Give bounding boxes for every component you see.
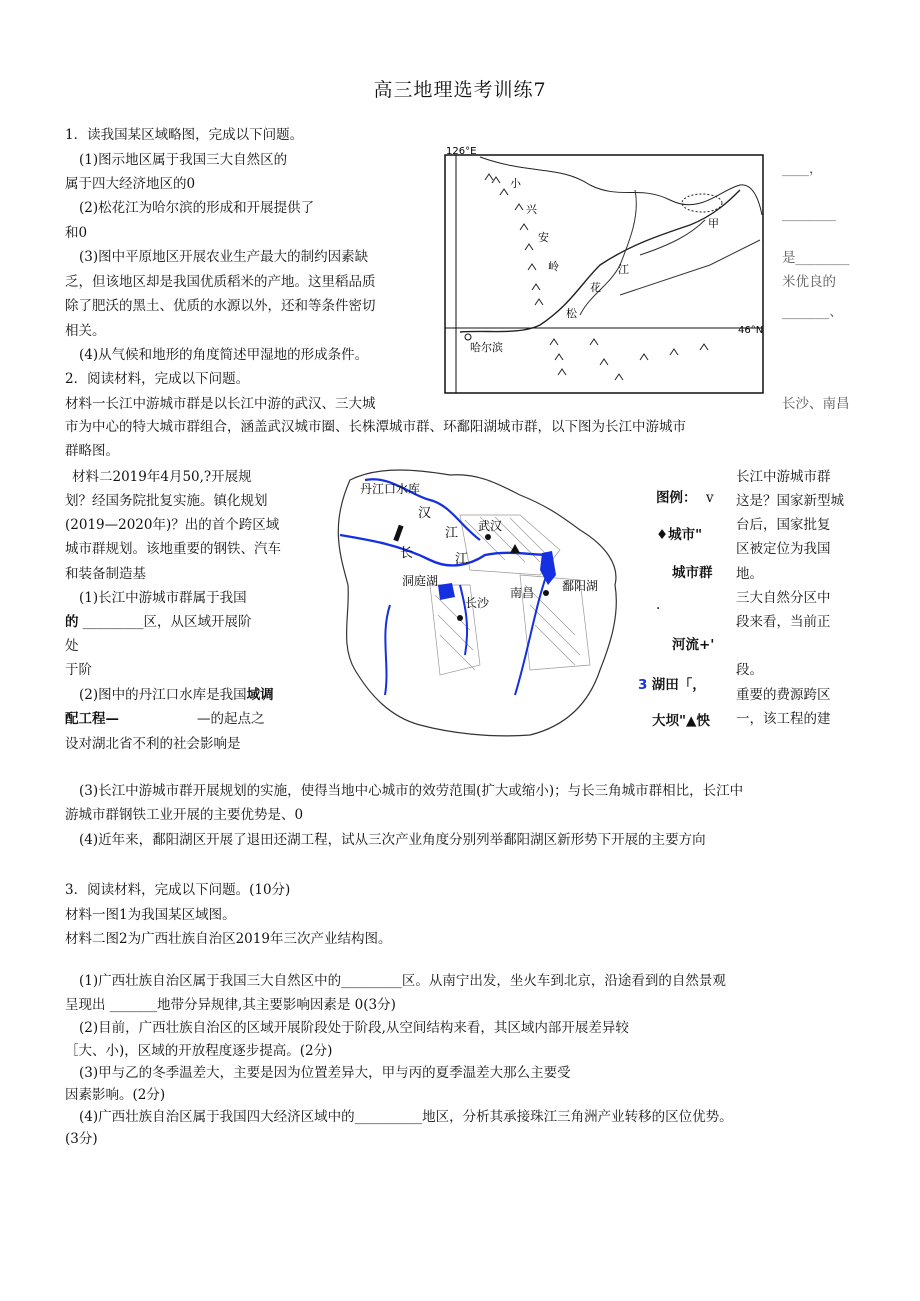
q2-right-6: 三大自然分区中 xyxy=(736,590,831,606)
map2-label-han: 汉 xyxy=(418,506,432,521)
q2-right-8: 段。 xyxy=(736,662,763,678)
heilongjiang-map xyxy=(440,145,770,397)
q2-material2-line3: (2019—2020年)？出的首个跨区域 xyxy=(65,517,280,533)
q3-part4-line1: (4)广西壮族自治区属于我国四大经济区域中的__________地区，分析其承接珠江三角洲产业转移的区位优势。 xyxy=(79,1109,733,1125)
q2-right-1: 长江中游城市群 xyxy=(736,469,831,485)
q2-material1-line1: 材料一长江中游城市群是以长江中游的武汉、三大城 xyxy=(65,396,376,412)
map2-dongting-lake xyxy=(438,583,455,600)
map1-range-ling: 岭 xyxy=(548,260,559,273)
q1-part4: (4)从气候和地形的角度简述甲湿地的形成条件。 xyxy=(79,347,369,363)
legend-num: 3 xyxy=(638,677,648,693)
legend-dam: 大坝"▲怏 xyxy=(652,713,710,729)
q2-part1-blank: _________区，从区域开展阶 xyxy=(82,614,252,630)
q2-part2-a: (2)图中的丹江口水库是我国 xyxy=(79,687,247,703)
q1-part2: (2)松花江为哈尔滨的形成和开展提供了 xyxy=(79,200,315,216)
map1-range-xing: 兴 xyxy=(526,203,537,216)
q3-material1: 材料一图1为我国某区域图。 xyxy=(65,907,236,923)
q1-side-blank-1: ____， xyxy=(782,161,823,177)
q1-part2-cont: 和0 xyxy=(65,225,88,241)
map2-label-changsha: 长沙 xyxy=(465,596,490,610)
yangtze-midstream-map xyxy=(320,455,648,740)
q3-part1-line1: (1)广西壮族自治区属于我国三大自然区中的_________区。从南宁出发，坐火车到北京，沿途看到的自然景观 xyxy=(79,973,726,989)
map2-label-nanchang: 南昌 xyxy=(510,586,535,600)
q2-right-10: 一，该工程的建 xyxy=(736,711,831,727)
q2-material1-line2: 市为中心的特大城市群组合，涵盖武汉城市圈、长株潭城市群、环鄱阳湖城市群，以下图为长江中游城市 xyxy=(65,419,686,435)
map2-label-jiang1: 江 xyxy=(445,526,459,541)
map1-river-hua: 花 xyxy=(590,281,601,294)
map1-river-song: 松 xyxy=(566,307,577,320)
q3-part3-line1: (3)甲与乙的冬季温差大，主要是因为位置差异大，甲与丙的夏季温差大那么主要受 xyxy=(79,1065,571,1081)
map1-range-xiao: 小 xyxy=(510,177,521,190)
legend-city: ♦城市" xyxy=(656,527,703,543)
q2-right-2: 这是？国家新型城 xyxy=(736,493,844,509)
map2-label-danjiang: 丹江口水库 xyxy=(360,482,421,496)
q3-part4-line2: (3分) xyxy=(65,1131,98,1147)
map1-label-jia: 甲 xyxy=(708,217,719,230)
q2-part1-de: 的 xyxy=(65,614,79,630)
q2-part4: (4)近年来，鄱阳湖区开展了退田还湖工程，试从三次产业角度分别列举鄱阳湖区新形势下开展的主要方向 xyxy=(79,832,706,848)
q2-material2-line1: 材料二2019年4月50,?开展规 xyxy=(72,469,252,485)
q2-part1-chu: 处 xyxy=(65,638,79,654)
q1-side-blank-2: ________ xyxy=(782,206,836,222)
map1-border xyxy=(480,157,762,215)
q3-material2: 材料二图2为广西壮族自治区2019年三次产业结构图。 xyxy=(65,931,392,947)
q2-part3-line1: (3)长江中游城市群开展规划的实施，使得当地中心城市的效劳范围(扩大或缩小)；与长三角城市群相比，长江中 xyxy=(79,783,744,799)
q1-part3-line2: 乏，但该地区却是我国优质稻米的产地。这里稻品质 xyxy=(65,274,376,290)
legend-lake: 湖田「， xyxy=(651,677,706,693)
q2-side-text: 长沙、南昌 xyxy=(782,396,850,412)
map1-range-an: 安 xyxy=(538,231,549,244)
q3-part3-line2: 因素影响。(2分) xyxy=(65,1087,166,1103)
legend-river: 河流+' xyxy=(672,637,715,653)
map2-nanchang-marker xyxy=(543,590,549,596)
map1-songhua-river xyxy=(460,190,740,332)
q3-part2-line2: ［大、小)，区域的开放程度逐步提高。(2分) xyxy=(65,1043,333,1059)
map2-label-chang: 长 xyxy=(400,546,414,561)
map1-harbin-marker xyxy=(465,334,471,340)
map2-changsha-marker xyxy=(457,615,463,621)
legend-citygroup: 城市群 xyxy=(672,565,713,581)
q2-part2-d: —的起点之 xyxy=(197,711,265,727)
q2-right-3: 台后，国家批复 xyxy=(736,517,831,533)
q2-material2-line4: 城市群规划。该地重要的钢铁、汽车 xyxy=(65,541,281,557)
q1-side-text: 米优良的 xyxy=(782,274,836,290)
q1-part3-line3: 除了肥沃的黑土、优质的水源以外，还和等条件密切 xyxy=(65,298,376,314)
legend-dot: . xyxy=(656,597,661,613)
map1-tributary-2 xyxy=(640,220,705,255)
q1-part3: (3)图中平原地区开展农业生产最大的制约因素缺 xyxy=(79,249,369,265)
map2-label-poyang: 鄱阳湖 xyxy=(562,579,599,593)
map2-label-dongting: 洞庭湖 xyxy=(402,574,439,588)
q3-intro: 3．阅读材料，完成以下问题。(10分) xyxy=(65,882,291,898)
q2-part2-c: 配工程— xyxy=(65,711,119,727)
q1-part3-line4: 相关。 xyxy=(65,323,106,339)
q1-side-blank-3: 是________ xyxy=(782,250,850,266)
legend-v: v xyxy=(706,490,714,506)
q3-part2-line1: (2)目前，广西壮族自治区的区域开展阶段处于阶段,从空间结构来看，其区域内部开展差异较 xyxy=(79,1020,629,1036)
page-title: 高三地理选考训练7 xyxy=(373,79,547,101)
map1-tributary-3 xyxy=(620,240,760,295)
q2-part1: (1)长江中游城市群属于我国 xyxy=(79,590,247,606)
map1-tributary-1 xyxy=(580,190,636,315)
q2-right-9: 重要的费源跨区 xyxy=(736,687,831,703)
legend-title: 图例： xyxy=(656,490,697,506)
q2-material1-line3: 群略图。 xyxy=(65,443,119,459)
map1-lat-label: 46°N xyxy=(738,325,764,336)
q2-part2-e: 设对湖北省不利的社会影响是 xyxy=(65,736,241,752)
q3-part1-line2: 呈现出 _______地带分异规律,其主要影响因素是 0(3分) xyxy=(65,997,396,1013)
map2-wuhan-marker xyxy=(485,534,491,540)
q1-intro: 1．读我国某区域略图，完成以下问题。 xyxy=(65,127,304,143)
map1-label-harbin: 哈尔滨 xyxy=(470,341,503,354)
map1-lon-label: 126°E xyxy=(446,146,477,157)
q1-side-blank-4: _______、 xyxy=(782,304,843,320)
q1-part1-cont: 属于四大经济地区的0 xyxy=(65,176,196,192)
map2-label-jiang2: 江 xyxy=(455,552,469,567)
q2-material2-line2: 划？经国务院批复实施。镇化规划 xyxy=(65,493,268,509)
q2-part3-line2: 游城市群钢铁工业开展的主要优势是、0 xyxy=(65,807,304,823)
q2-material2-line5: 和装备制造基 xyxy=(65,566,146,582)
map1-river-jiang: 江 xyxy=(618,263,629,276)
q2-right-7: 段来看，当前正 xyxy=(736,614,831,630)
q2-right-4: 区被定位为我国 xyxy=(736,541,831,557)
map2-label-wuhan: 武汉 xyxy=(478,519,503,533)
q1-part1: (1)图示地区属于我国三大自然区的 xyxy=(79,152,288,168)
q2-part1-jie: 于阶 xyxy=(65,662,92,678)
q2-right-5: 地。 xyxy=(736,566,763,582)
q2-intro: 2．阅读材料，完成以下问题。 xyxy=(65,371,250,387)
q2-part2-b: 域调 xyxy=(246,687,274,703)
